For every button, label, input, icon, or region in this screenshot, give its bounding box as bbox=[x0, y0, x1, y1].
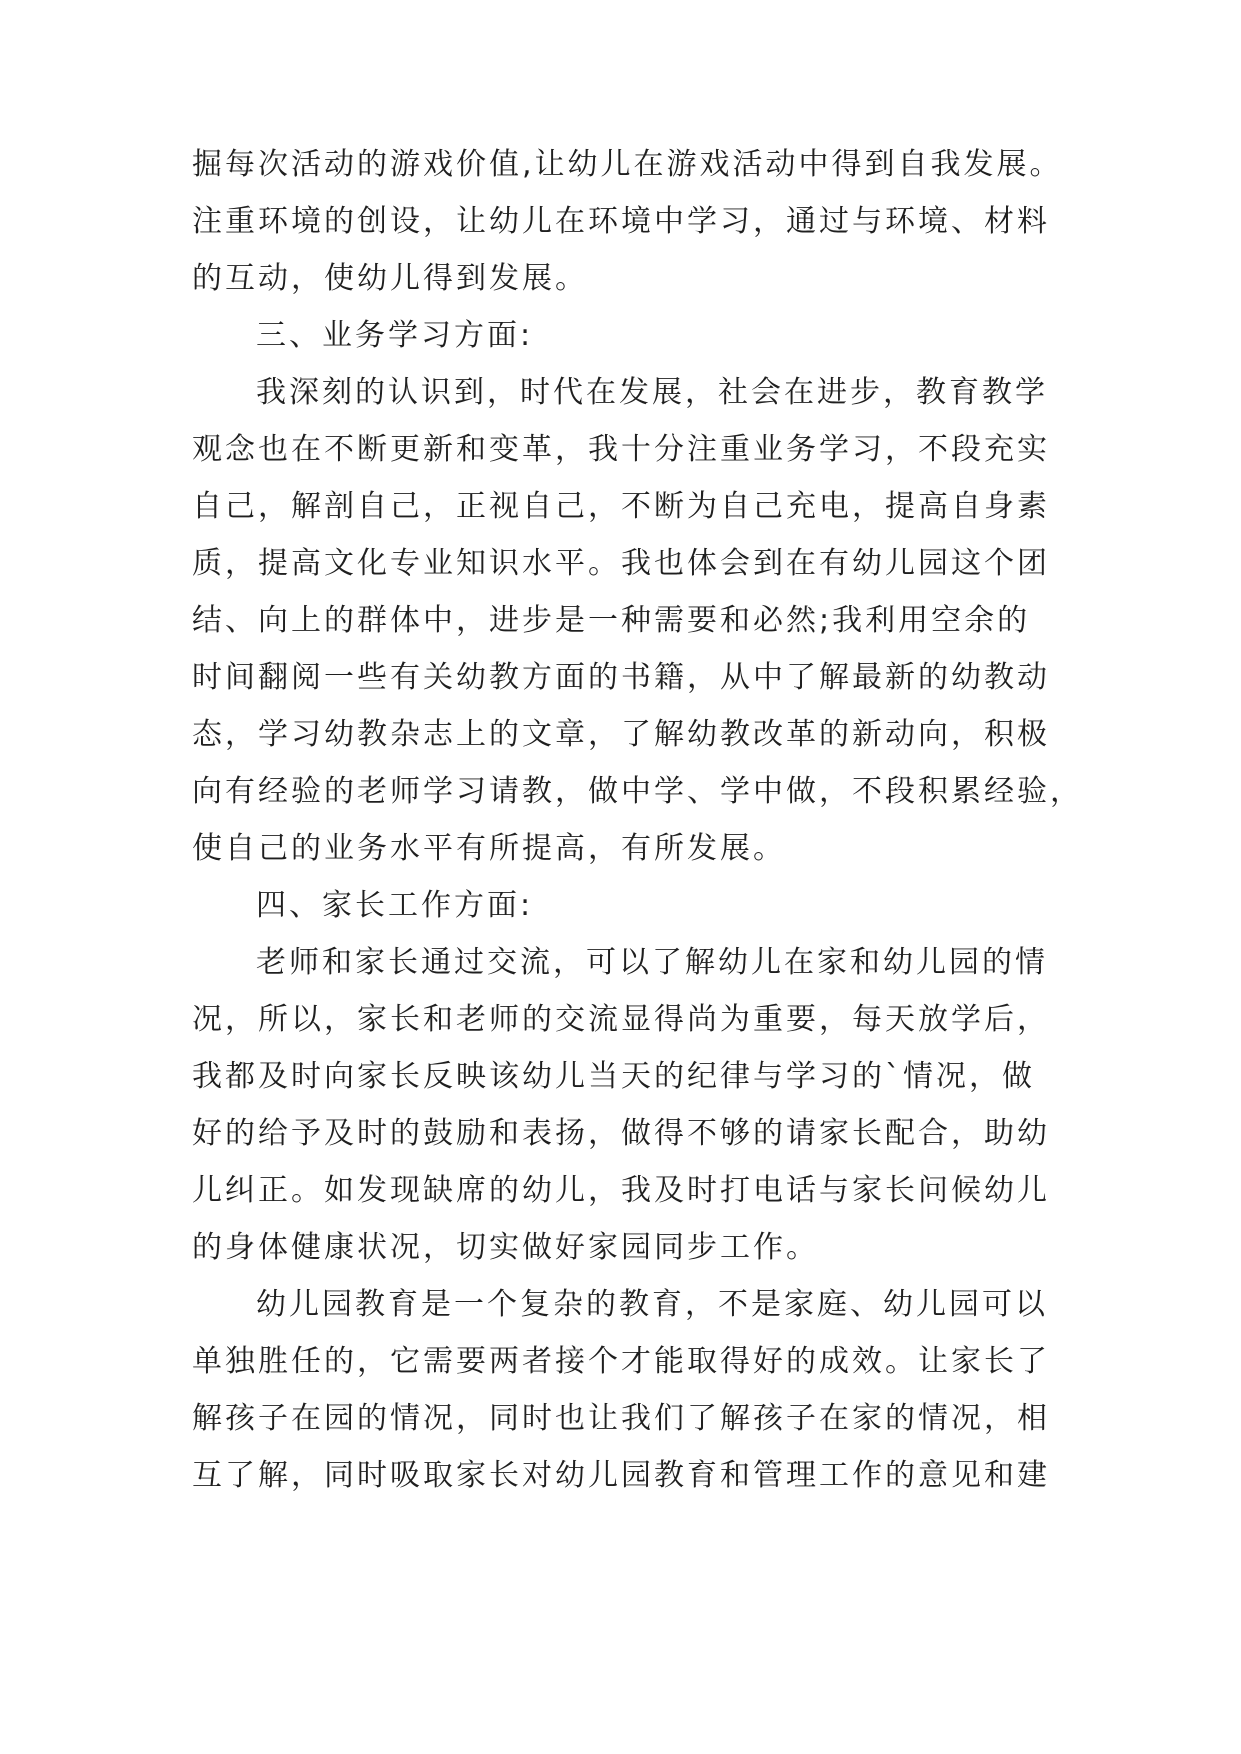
text-line: 解孩子在园的情况，同时也让我们了解孩子在家的情况，相 bbox=[192, 1401, 1050, 1436]
text-line: 结、向上的群体中，进步是一种需要和必然;我利用空余的 bbox=[192, 603, 1031, 638]
text-line: 况，所以，家长和老师的交流显得尚为重要，每天放学后， bbox=[192, 1002, 1050, 1037]
text-line: 掘每次活动的游戏价值,让幼儿在游戏活动中得到自我发展。 bbox=[192, 147, 1063, 182]
text-line: 自己，解剖自己，正视自己，不断为自己充电，提高自身素 bbox=[192, 489, 1050, 524]
text-line: 态，学习幼教杂志上的文章，了解幼教改革的新动向，积极 bbox=[192, 717, 1050, 752]
text-line: 互了解，同时吸取家长对幼儿园教育和管理工作的意见和建 bbox=[192, 1458, 1050, 1493]
text-line: 时间翻阅一些有关幼教方面的书籍，从中了解最新的幼教动 bbox=[192, 660, 1050, 695]
text-line: 单独胜任的，它需要两者接个才能取得好的成效。让家长了 bbox=[192, 1344, 1050, 1379]
text-line: 使自己的业务水平有所提高，有所发展。 bbox=[192, 831, 786, 866]
section-heading: 四、家长工作方面: bbox=[256, 888, 534, 923]
text-line: 我都及时向家长反映该幼儿当天的纪律与学习的`情况，做 bbox=[192, 1059, 1035, 1094]
text-line: 的身体健康状况，切实做好家园同步工作。 bbox=[192, 1230, 819, 1265]
text-line: 的互动，使幼儿得到发展。 bbox=[192, 261, 588, 296]
section-heading: 三、业务学习方面: bbox=[256, 318, 534, 353]
text-line: 我深刻的认识到，时代在发展，社会在进步，教育教学 bbox=[256, 375, 1048, 410]
text-line: 质，提高文化专业知识水平。我也体会到在有幼儿园这个团 bbox=[192, 546, 1050, 581]
text-line: 观念也在不断更新和变革，我十分注重业务学习，不段充实 bbox=[192, 432, 1050, 467]
text-line: 向有经验的老师学习请教，做中学、学中做，不段积累经验， bbox=[192, 774, 1083, 809]
text-line: 注重环境的创设，让幼儿在环境中学习，通过与环境、材料 bbox=[192, 204, 1050, 239]
text-line: 儿纠正。如发现缺席的幼儿，我及时打电话与家长问候幼儿 bbox=[192, 1173, 1050, 1208]
text-line: 幼儿园教育是一个复杂的教育，不是家庭、幼儿园可以 bbox=[256, 1287, 1048, 1322]
text-line: 好的给予及时的鼓励和表扬，做得不够的请家长配合，助幼 bbox=[192, 1116, 1050, 1151]
text-line: 老师和家长通过交流，可以了解幼儿在家和幼儿园的情 bbox=[256, 945, 1048, 980]
